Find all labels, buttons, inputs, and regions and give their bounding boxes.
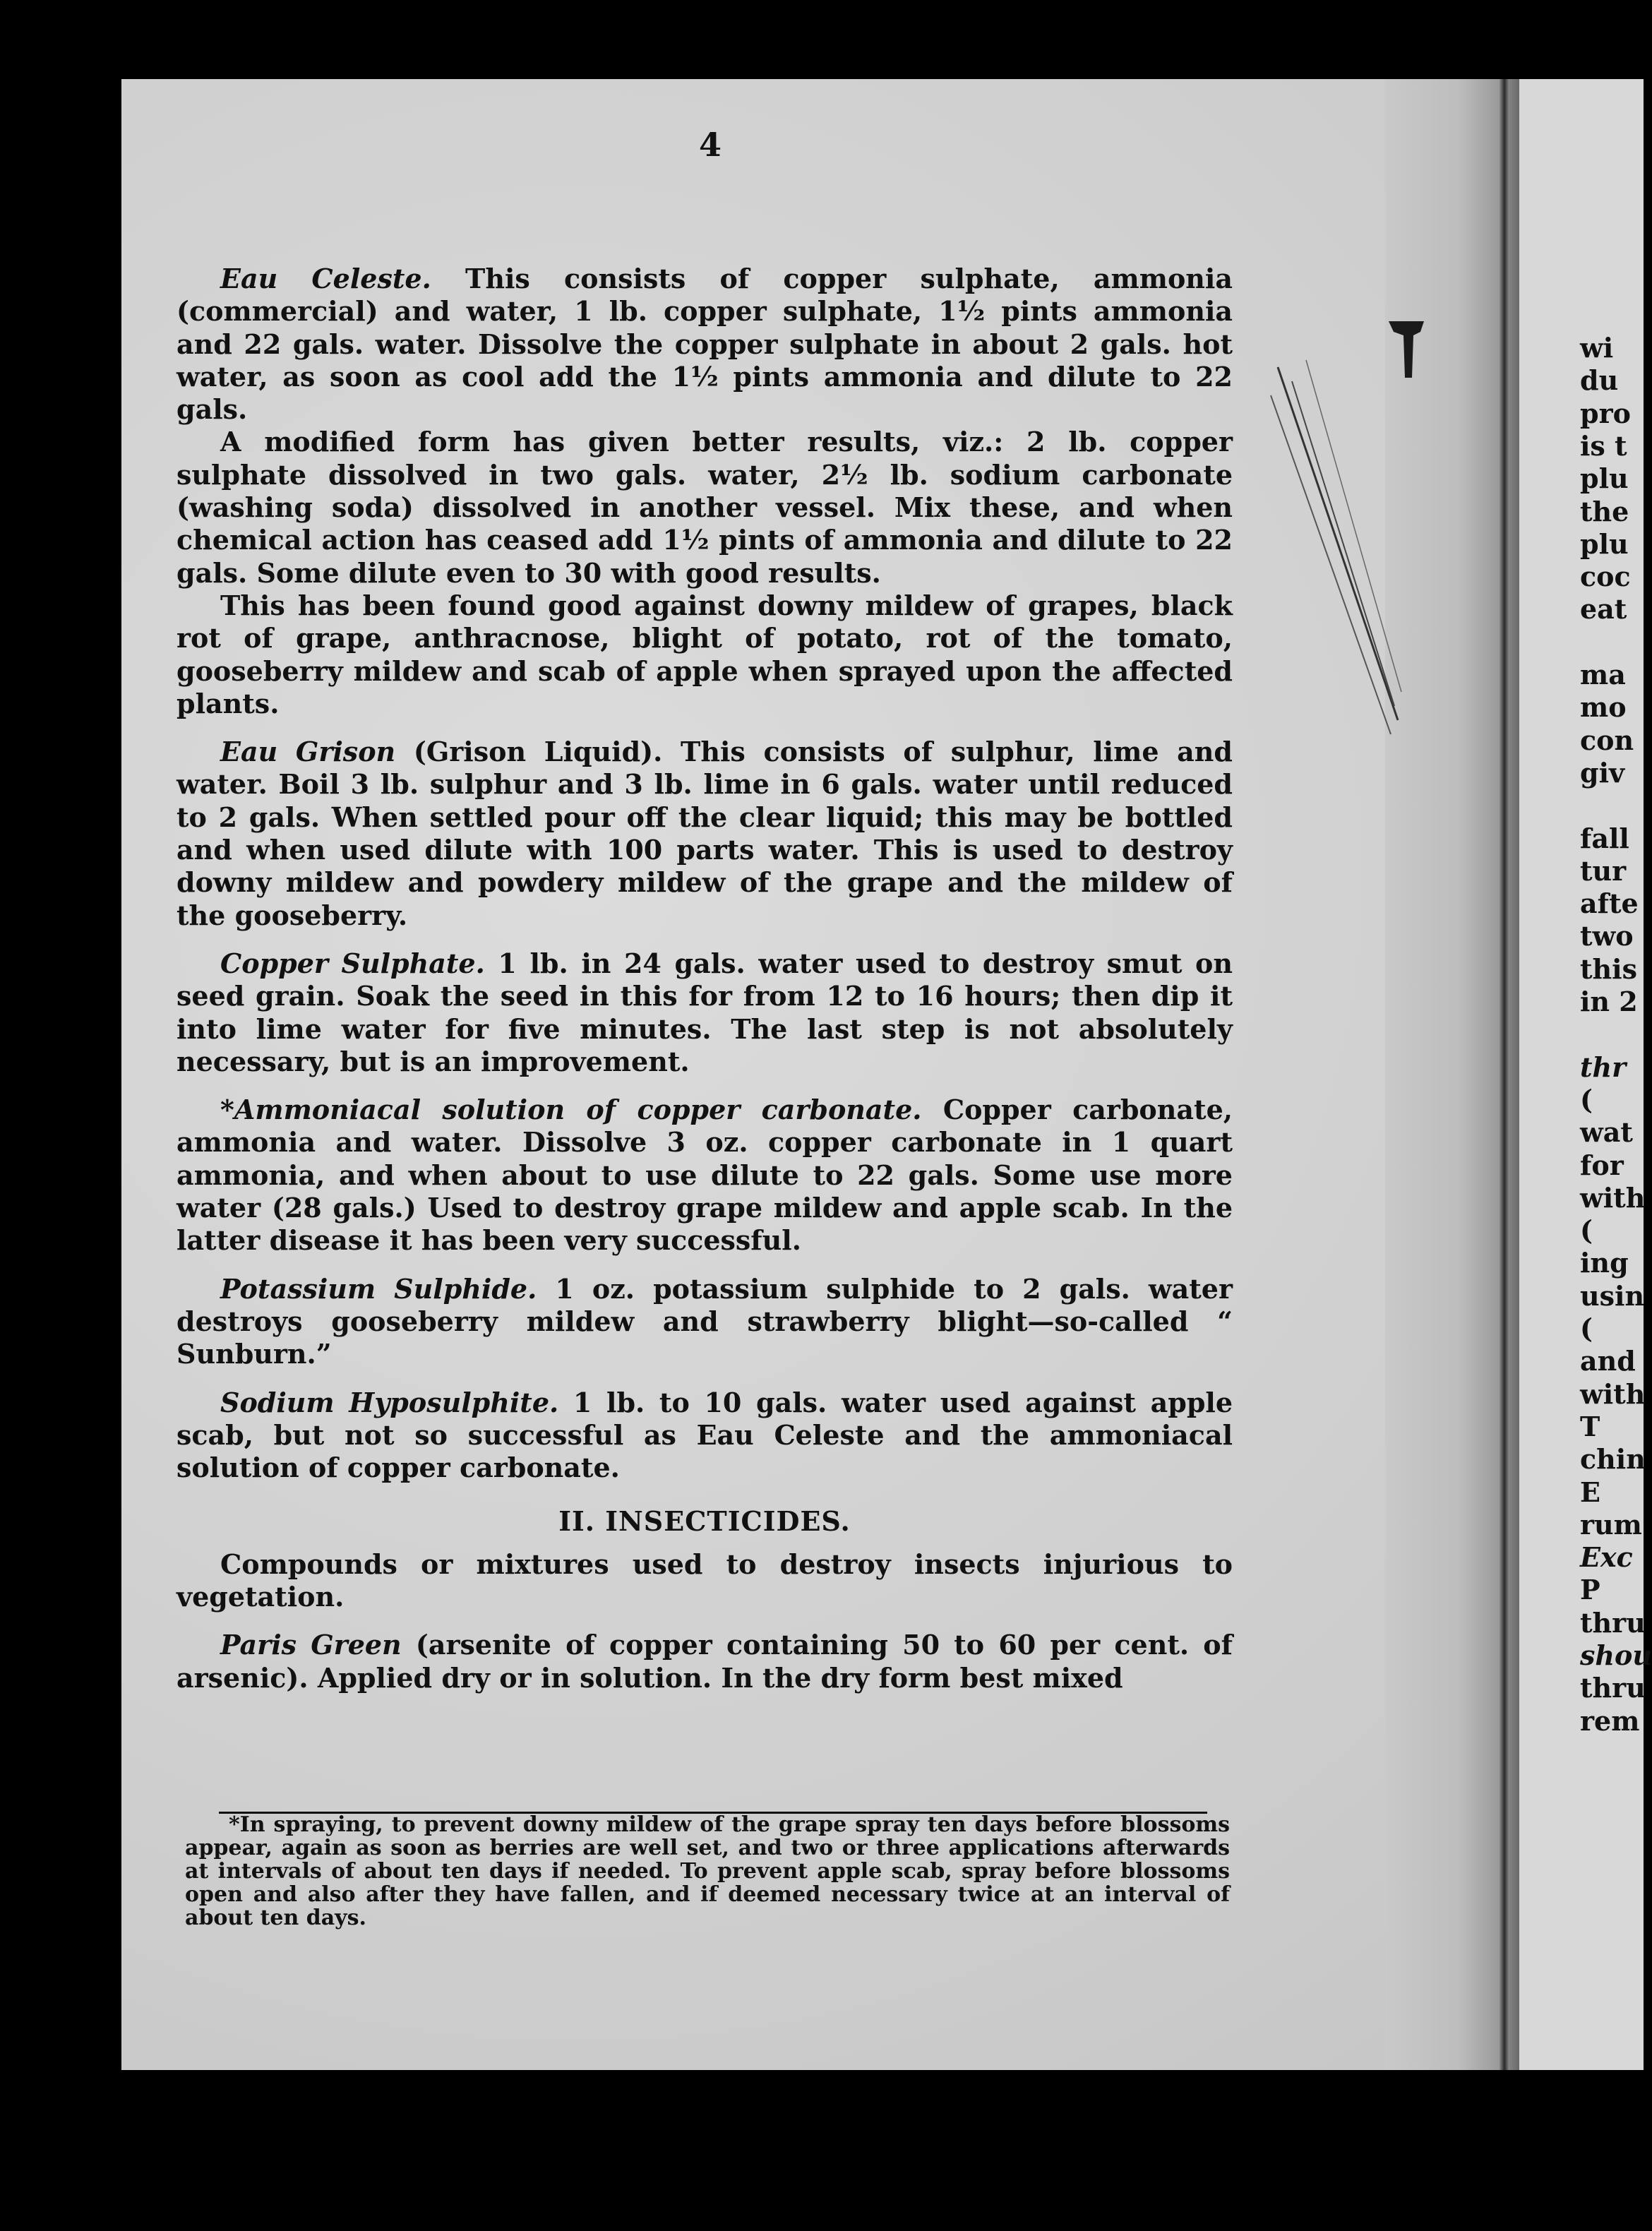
paragraph-paris-green <box>176 1629 1233 1694</box>
binding-clip-icon <box>1385 318 1427 381</box>
term: Paris Green <box>220 1629 402 1661</box>
right-page-line-fragment: giv <box>1580 756 1625 789</box>
term: *Ammoniacal solution of copper carbonate. <box>220 1094 922 1126</box>
term: Potassium Sulphide. <box>220 1272 537 1305</box>
paragraph-eau-celeste <box>176 263 1233 426</box>
scan-artifact-lines <box>1264 353 1405 748</box>
paragraph-copper-sulphate <box>176 947 1233 1078</box>
right-page-line-fragment: thru <box>1580 1606 1646 1639</box>
paragraph-sodium-hyposulphite <box>176 1387 1233 1485</box>
right-page-line-fragment: wi <box>1580 332 1614 364</box>
right-page-line-fragment: ing <box>1580 1247 1629 1279</box>
paragraph-text: A modified form has given better results, viz.: 2 lb. copper sulphate dissolved in two gals. water, 2½ lb. sodium carbonate (washing soda) dissolved in another vessel. Mix these, and when chemical action has ceased add 1½ pints of ammonia and dilute to 22 gals. Some dilute even to 30 with good results. <box>176 426 1233 589</box>
right-page-line-fragment: T <box>1580 1410 1600 1442</box>
right-page-line-fragment: afte <box>1580 887 1639 920</box>
right-page-line-fragment: ma <box>1580 659 1626 690</box>
paragraph-text: 1 lb. in 24 gals. water used to destroy smut on seed grain. Soak the seed in this for from 12 to 16 hours; then dip it into lime water for five minutes. The last step is not absolutely necessary, but is an improvement. <box>176 947 1233 1077</box>
right-page-line-fragment: in 2 <box>1580 986 1638 1017</box>
paragraph-modified-form <box>176 426 1233 589</box>
right-page-line-fragment: coc <box>1580 561 1631 593</box>
paragraph-uses <box>176 590 1233 720</box>
paragraph-text: 1 oz. potassium sulphide to 2 gals. water destroys gooseberry mildew and strawberry blight—so-called “ Sunburn.” <box>176 1272 1233 1370</box>
paragraph-text: This has been found good against downy mildew of grapes, black rot of grape, anthracnose, blight of potato, rot of the tomato, gooseberry mildew and scab of apple when sprayed upon the affected plants. <box>176 589 1233 719</box>
right-page-line-fragment: shou <box>1580 1639 1652 1671</box>
binding-spine <box>1500 79 1509 2070</box>
term: Copper Sulphate. <box>220 947 485 979</box>
paragraph-text: This consists of copper sulphate, ammonia (commercial) and water, 1 lb. copper sulphate, 1½ pints ammonia and 22 gals. water. Dissolve the copper sulphate in about 2 gals. hot water, as soon as cool add the 1½ pints ammonia and dilute to 22 gals. <box>176 263 1233 426</box>
footnote-text: *In spraying, to prevent downy mildew of the grape spray ten days before blossoms appear, again as soon as berries are well set, and two or three applications afterwards at intervals of about ten days if needed. To prevent apple scab, spray before blossoms open and also after they have fallen, and if deemed necessary twice at an interval of about ten days. <box>185 1812 1230 1930</box>
footnote <box>185 1813 1230 1930</box>
right-page-line-fragment: con <box>1580 724 1634 756</box>
paragraph-text: 1 lb. to 10 gals. water used against apple scab, but not so successful as Eau Celeste and the ammoniacal solution of copper carbonate. <box>176 1386 1233 1484</box>
right-page-line-fragment: chin <box>1580 1443 1646 1476</box>
section-heading: II. INSECTICIDES. <box>558 1505 851 1538</box>
right-page-line-fragment: plu <box>1580 462 1629 495</box>
right-page-line-fragment: fall <box>1580 822 1629 854</box>
right-page-line-fragment: plu <box>1580 527 1629 560</box>
paragraph-compounds <box>176 1548 1233 1614</box>
right-page-line-fragment: ( <box>1580 1214 1593 1247</box>
right-page-line-fragment: two <box>1580 920 1634 952</box>
right-page-line-fragment: and <box>1580 1345 1636 1377</box>
right-page-line-fragment: thru <box>1580 1672 1646 1704</box>
right-page-line-fragment: mo <box>1580 691 1627 724</box>
right-page-line-fragment: ( <box>1580 1312 1593 1344</box>
paragraph-eau-grison <box>176 736 1233 932</box>
term: Sodium Hyposulphite. <box>220 1386 559 1418</box>
paragraph-potassium-sulphide <box>176 1273 1233 1371</box>
right-page-line-fragment: du <box>1580 364 1619 397</box>
paragraph-ammoniacal-solution <box>176 1094 1233 1257</box>
right-page-line-fragment: E <box>1580 1476 1600 1508</box>
right-page-line-fragment: wat <box>1580 1116 1633 1149</box>
right-page-line-fragment: usin <box>1580 1279 1645 1312</box>
paragraph-text: Copper carbonate, ammonia and water. Dissolve 3 oz. copper carbonate in 1 quart ammonia, and when about to use dilute to 22 gals. Some use more water (28 gals.) Used to destroy grape mildew and apple scab. In the latter disease it has been very successful. <box>176 1094 1233 1257</box>
right-page-line-fragment: rum <box>1580 1508 1642 1541</box>
paragraph-text: (Grison Liquid). This consists of sulphur, lime and water. Boil 3 lb. sulphur and 3 lb. lime in 6 gals. water until reduced to 2 gals. When settled pour off the clear liquid; this may be bottled and when used dilute with 100 parts water. This is used to destroy downy mildew and powdery mildew of the grape and the mildew of the gooseberry. <box>176 736 1233 931</box>
right-page-line-fragment: is t <box>1580 429 1627 462</box>
term: Eau Celeste. <box>220 263 431 294</box>
right-page-line-fragment: with <box>1580 1377 1646 1410</box>
right-page-line-fragment: eat <box>1580 593 1627 626</box>
right-page-line-fragment: for <box>1580 1149 1624 1181</box>
term: Eau Grison <box>220 736 396 768</box>
right-page-line-fragment: tur <box>1580 854 1627 887</box>
page-number: 4 <box>699 126 722 164</box>
right-page-line-fragment: rem <box>1580 1704 1640 1737</box>
right-page-line-fragment: P <box>1580 1574 1600 1606</box>
right-page-line-fragment: thr <box>1580 1051 1627 1083</box>
right-page-line-fragment: ( <box>1580 1083 1593 1116</box>
right-page-line-fragment: with <box>1580 1181 1646 1214</box>
main-text-column <box>176 263 1233 1694</box>
paragraph-text: Compounds or mixtures used to destroy insects injurious to vegetation. <box>176 1548 1233 1613</box>
right-page-line-fragment: pro <box>1580 397 1631 429</box>
right-page-line-fragment: Exc <box>1580 1541 1633 1574</box>
right-page-line-fragment: the <box>1580 495 1629 527</box>
paragraph-text: (arsenite of copper containing 50 to 60 per cent. of arsenic). Applied dry or in solution. In the dry form best mixed <box>176 1629 1233 1694</box>
right-page-line-fragment: this <box>1580 952 1638 985</box>
